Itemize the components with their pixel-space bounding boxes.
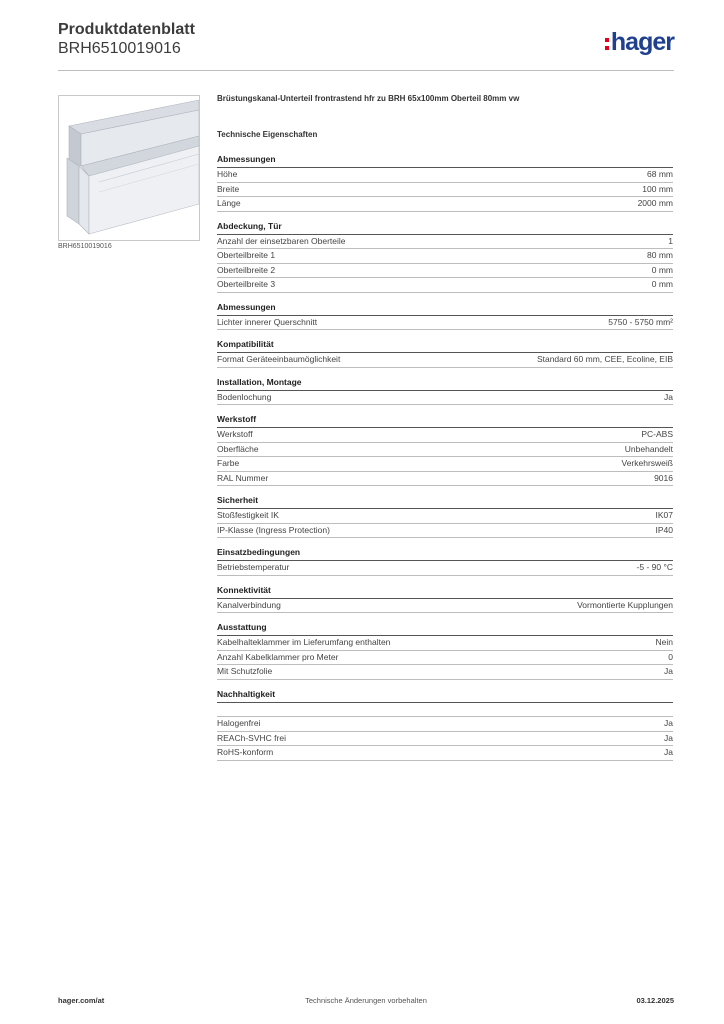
property-value: 80 mm [647,250,673,260]
property-row [217,457,673,472]
hager-logo [605,28,674,57]
property-label: Halogenfrei [217,718,261,728]
property-label: IP-Klasse (Ingress Protection) [217,524,330,535]
technical-properties-heading: Technische Eigenschaften [217,130,318,139]
property-section [217,689,673,761]
section-title: Abdeckung, Tür [217,221,673,235]
property-row [217,428,673,443]
property-label: RAL Nummer [217,472,269,483]
property-row [217,703,673,718]
property-label: Kanalverbindung [217,599,281,610]
property-value: 2000 mm [637,198,673,208]
property-row [217,278,673,293]
property-value: 0 mm [651,264,673,275]
property-value: Ja [664,718,673,728]
property-value: Standard 60 mm, CEE, Ecoline, EIB [536,354,673,364]
product-content [217,92,673,770]
property-label: Oberteilbreite 2 [217,264,276,275]
property-value: -5 - 90 °C [636,562,673,572]
property-section [217,221,673,293]
property-value: Ja [664,747,673,757]
property-label: Oberteilbreite 1 [217,250,276,260]
property-row [217,235,673,250]
property-value: 100 mm [642,183,673,194]
property-value: 5750 - 5750 mm² [608,316,673,327]
property-label: Anzahl der einsetzbaren Oberteile [217,235,346,246]
property-label: REACh-SVHC frei [217,732,286,743]
property-label: Länge [217,198,241,208]
property-label: Werkstoff [217,429,253,439]
section-title: Einsatzbedingungen [217,547,673,561]
property-label: Lichter innerer Querschnitt [217,316,318,327]
property-row [217,599,673,614]
property-section [217,339,673,368]
property-row [217,636,673,651]
product-description: Brüstungskanal-Unterteil frontrastend hfr zu BRH 65x100mm Oberteil 80mm vw [217,94,520,103]
property-value: IP40 [655,524,673,535]
logo-text: hager [610,28,674,56]
property-value: Ja [664,666,673,676]
property-row [217,264,673,279]
section-title: Kompatibilität [217,339,673,353]
property-row [217,391,673,406]
property-row [217,183,673,198]
property-row [217,249,673,264]
property-label: RoHS-konform [217,747,274,757]
section-title: Nachhaltigkeit [217,689,673,703]
property-row [217,168,673,183]
page-header [58,18,674,71]
property-row [217,717,673,732]
property-section [217,547,673,576]
property-row [217,665,673,680]
property-label: Betriebstemperatur [217,562,290,572]
property-value: Vormontierte Kupplungen [577,599,673,610]
product-code: BRH6510019016 [58,40,181,57]
properties-list [217,154,673,761]
property-row [217,732,673,747]
property-value: Ja [664,732,673,743]
property-label: Bodenlochung [217,391,272,402]
property-label: Anzahl Kabelklammer pro Meter [217,651,339,662]
property-label: Oberteilbreite 3 [217,279,276,289]
section-title: Sicherheit [217,495,673,509]
property-label: Farbe [217,458,240,468]
property-section [217,495,673,538]
section-title: Abmessungen [217,154,673,168]
property-value: Unbehandelt [624,443,673,454]
property-label: Kabelhalteklammer im Lieferumfang enthalten [217,637,391,647]
section-title: Konnektivität [217,585,673,599]
property-row [217,746,673,761]
property-label: Höhe [217,169,238,179]
property-value: 0 [668,651,673,662]
property-value: Ja [664,391,673,402]
property-section [217,154,673,212]
property-label: Breite [217,183,240,194]
property-section [217,585,673,614]
property-row [217,443,673,458]
property-row [217,524,673,539]
property-value: 68 mm [647,169,673,179]
footer-website: hager.com/at [58,996,105,1005]
image-caption: BRH6510019016 [58,243,112,250]
property-row [217,316,673,331]
property-value: 0 mm [651,279,673,289]
cable-duct-illustration [59,96,199,240]
property-label: Format Geräteeinbaumöglichkeit [217,354,341,364]
footer-note: Technische Änderungen vorbehalten [305,996,427,1005]
property-row [217,197,673,212]
document-title: Produktdatenblatt [58,21,195,38]
property-section [217,302,673,331]
property-section [217,377,673,406]
property-section [217,414,673,486]
property-value: 9016 [654,472,673,483]
section-title: Abmessungen [217,302,673,316]
section-title: Installation, Montage [217,377,673,391]
property-row [217,353,673,368]
section-title: Ausstattung [217,622,673,636]
property-row [217,472,673,487]
property-label: Oberfläche [217,443,259,454]
section-title: Werkstoff [217,414,673,428]
property-section [217,622,673,680]
property-value: 1 [668,235,673,246]
property-value: Verkehrsweiß [621,458,673,468]
property-row [217,561,673,576]
property-label: Mit Schutzfolie [217,666,273,676]
product-image [58,95,200,241]
property-row [217,509,673,524]
footer-date: 03.12.2025 [636,996,674,1005]
property-label: Stoßfestigkeit IK [217,510,279,520]
property-value: PC-ABS [641,429,673,439]
property-value: IK07 [655,510,673,520]
property-value: Nein [655,637,673,647]
logo-dots-icon [605,38,609,50]
property-row [217,651,673,666]
